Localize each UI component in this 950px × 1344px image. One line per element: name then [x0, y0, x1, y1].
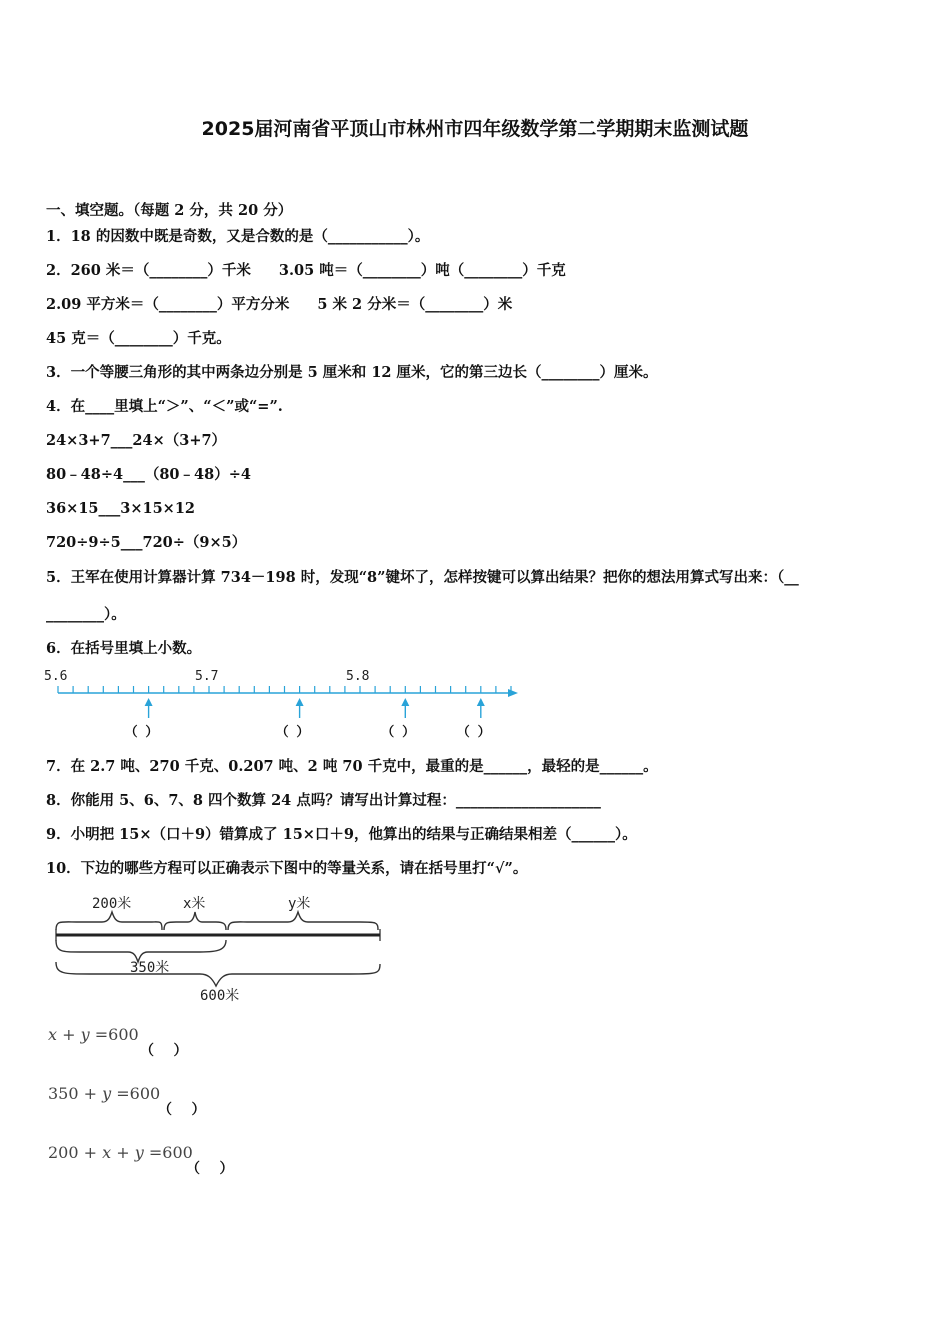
equation-2-answer-paren[interactable]: （ ） — [158, 1102, 206, 1118]
label-y: y米 — [288, 896, 311, 912]
number-line-answer-paren[interactable]: （ ） — [124, 725, 159, 740]
label-350: 350米 — [130, 960, 170, 976]
number-line — [40, 664, 540, 746]
question-10-stem: 10．下边的哪些方程可以正确表示下图中的等量关系，请在括号里打“√”。 — [46, 860, 528, 877]
question-4-item: 24×3+7___24×（3+7） — [46, 432, 227, 449]
question-2-part-d: 5 米 2 分米＝（________）米 — [317, 296, 513, 313]
number-line-pointer-head — [296, 698, 304, 706]
number-line-pointer-head — [401, 698, 409, 706]
question-9: 9．小明把 15×（口＋9）错算成了 15×口＋9，他算出的结果与正确结果相差（______）。 — [46, 826, 637, 843]
question-4-stem: 4．在____里填上“＞”、“＜”或“=”. — [46, 398, 283, 415]
number-line-answer-paren[interactable]: （ ） — [381, 725, 416, 740]
brace-x — [164, 912, 226, 930]
equation-3: 200 + x + y =600 — [48, 1143, 193, 1162]
label-x: x米 — [183, 896, 206, 912]
question-2-line-2 — [46, 296, 512, 314]
question-2-part-b: 3.05 吨＝（________）吨（________）千克 — [278, 262, 566, 279]
question-2-part-a: 2．260 米＝（________）千米 — [46, 262, 251, 279]
question-2-line-1 — [46, 262, 566, 280]
question-2-part-c: 2.09 平方米＝（________）平方分米 — [46, 296, 290, 313]
brace-600 — [56, 962, 380, 986]
question-4-item: 36×15___3×15×12 — [46, 500, 196, 517]
question-4-item: 720÷9÷5___720÷（9×5） — [46, 534, 247, 551]
question-7: 7．在 2.7 吨、270 千克、0.207 吨、2 吨 70 千克中，最重的是______，最轻的是______。 — [46, 758, 658, 775]
equation-3-answer-paren[interactable]: （ ） — [186, 1161, 234, 1177]
question-5-line-2: ________）。 — [46, 606, 126, 623]
question-6-stem: 6．在括号里填上小数。 — [46, 640, 202, 657]
brace-y — [228, 912, 378, 930]
question-3: 3．一个等腰三角形的其中两条边分别是 5 厘米和 12 厘米，它的第三边长（________）厘米。 — [46, 364, 658, 381]
page-title: 2025届河南省平顶山市林州市四年级数学第二学期期末监测试题 — [201, 118, 749, 140]
number-line-arrowhead — [508, 689, 518, 697]
label-200: 200米 — [92, 896, 132, 912]
question-2-line-3: 45 克＝（________）千克。 — [46, 330, 231, 347]
brace-200 — [56, 912, 162, 930]
number-line-answer-paren[interactable]: （ ） — [456, 725, 491, 740]
question-5-line-1: 5．王军在使用计算器计算 734－198 时，发现“8”键坏了，怎样按键可以算出结果？把你的想法用算式写出来：（__ — [46, 569, 799, 586]
segment-diagram — [50, 890, 390, 1008]
brace-350 — [56, 940, 226, 962]
label-600: 600米 — [200, 988, 240, 1004]
question-1: 1．18 的因数中既是奇数，又是合数的是（___________）。 — [46, 228, 430, 245]
number-line-ticks — [58, 686, 511, 693]
number-line-pointer-head — [145, 698, 153, 706]
number-line-label: 5.8 — [346, 669, 370, 684]
number-line-label: 5.6 — [44, 669, 68, 684]
question-4-item: 80﹣48÷4___（80﹣48）÷4 — [46, 466, 251, 483]
equation-1-answer-paren[interactable]: （ ） — [140, 1043, 188, 1059]
section-header: 一、填空题。（每题 2 分，共 20 分） — [46, 202, 293, 219]
number-line-label: 5.7 — [195, 669, 219, 684]
question-8: 8．你能用 5、6、7、8 四个数算 24 点吗？请写出计算过程：____________________ — [46, 792, 601, 809]
number-line-pointer-head — [477, 698, 485, 706]
equation-2: 350 + y =600 — [48, 1084, 161, 1103]
number-line-answer-paren[interactable]: （ ） — [275, 725, 310, 740]
equation-1: x + y =600 — [48, 1025, 139, 1044]
